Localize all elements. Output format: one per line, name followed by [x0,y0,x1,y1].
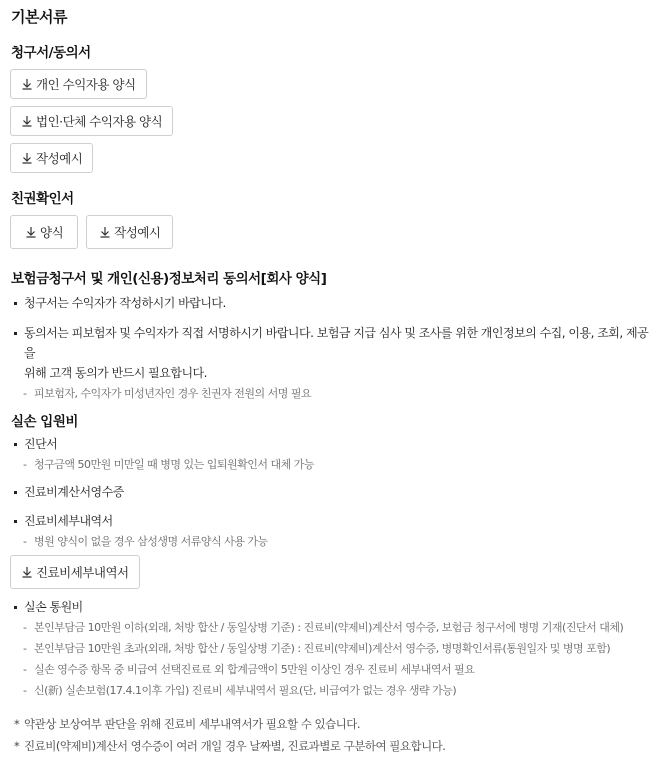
kinship-form-download-button[interactable] [10,215,78,249]
note-item: * 진료비(약제비)계산서 영수증이 여러 개일 경우 날짜별, 진료과별로 구분하여 필요합니다. [10,735,658,757]
sub-item: - 신(新) 실손보험(17.4.1이후 가입) 진료비 세부내역서 필요(단, 비급여가 없는 경우 생략 가능) [10,680,658,701]
list-item: 동의서는 피보험자 및 수익자가 직접 서명하시기 바랍니다. 보험금 지급 심사 및 조사를 위한 개인정보의 수집, 이용, 조회, 제공을 [10,323,658,363]
claim-form-heading: 청구서/동의서 [11,45,91,61]
kinship-buttons [10,215,658,249]
download-icon [21,115,33,127]
consent-heading: 보험금청구서 및 개인(신용)정보처리 동의서[회사 양식] [11,271,327,287]
button-label: 진료비세부내역서 [36,565,129,580]
download-icon [99,226,111,238]
detail-buttons [10,555,658,589]
button-label: 작성예시 [114,225,161,240]
download-icon [21,152,33,164]
download-icon [21,78,33,90]
notes-list [10,713,658,757]
list-item-continued: 위해 고객 동의가 반드시 필요합니다. [24,366,207,380]
button-label: 개인 수익자용 양식 [36,77,136,92]
individual-form-download-button[interactable] [10,69,147,99]
download-icon [21,566,33,578]
inpatient-heading: 실손 입원비 [11,414,78,430]
sub-item: - 피보험자, 수익자가 미성년자인 경우 친권자 전원의 서명 필요 [10,383,658,404]
corporate-form-download-button[interactable] [10,106,173,136]
claim-example-download-button[interactable] [10,143,93,173]
kinship-example-download-button[interactable] [86,215,173,249]
button-label: 양식 [40,225,64,240]
outpatient-list [10,597,658,701]
page-title: 기본서류 [11,8,67,26]
consent-list [10,293,658,404]
sub-item: - 청구금액 50만원 미만일 때 병명 있는 입퇴원확인서 대체 가능 [10,454,658,475]
sub-item: - 본인부담금 10만원 이하(외래, 처방 합산 / 동일상병 기준) : 진료비(약제비)계산서 영수증, 보험금 청구서에 병명 기재(진단서 대체) [10,617,658,638]
list-item: 실손 통원비 [10,597,658,617]
list-item: 진료비계산서영수증 [10,482,658,502]
note-item: * 약관상 보상여부 판단을 위해 진료비 세부내역서가 필요할 수 있습니다. [10,713,658,735]
sub-item: - 병원 양식이 없을 경우 삼성생명 서류양식 사용 가능 [10,531,658,552]
list-item: 진단서 [10,434,658,454]
button-label: 법인·단체 수익자용 양식 [36,114,163,129]
download-icon [25,226,37,238]
medical-detail-download-button[interactable] [10,555,140,589]
button-label: 작성예시 [36,151,83,166]
sub-item: - 본인부담금 10만원 초과(외래, 처방 합산 / 동일상병 기준) : 진료비(약제비)계산서 영수증, 병명확인서류(통원일자 및 병명 포함) [10,638,658,659]
kinship-heading: 친권확인서 [11,191,74,207]
inpatient-list [10,434,658,552]
list-item: 진료비세부내역서 [10,511,658,531]
list-item: 청구서는 수익자가 작성하시기 바랍니다. [10,293,658,313]
claim-form-buttons [10,69,658,173]
sub-item: - 실손 영수증 항목 중 비급여 선택진료료 외 합계금액이 5만원 이상인 경우 진료비 세부내역서 필요 [10,659,658,680]
